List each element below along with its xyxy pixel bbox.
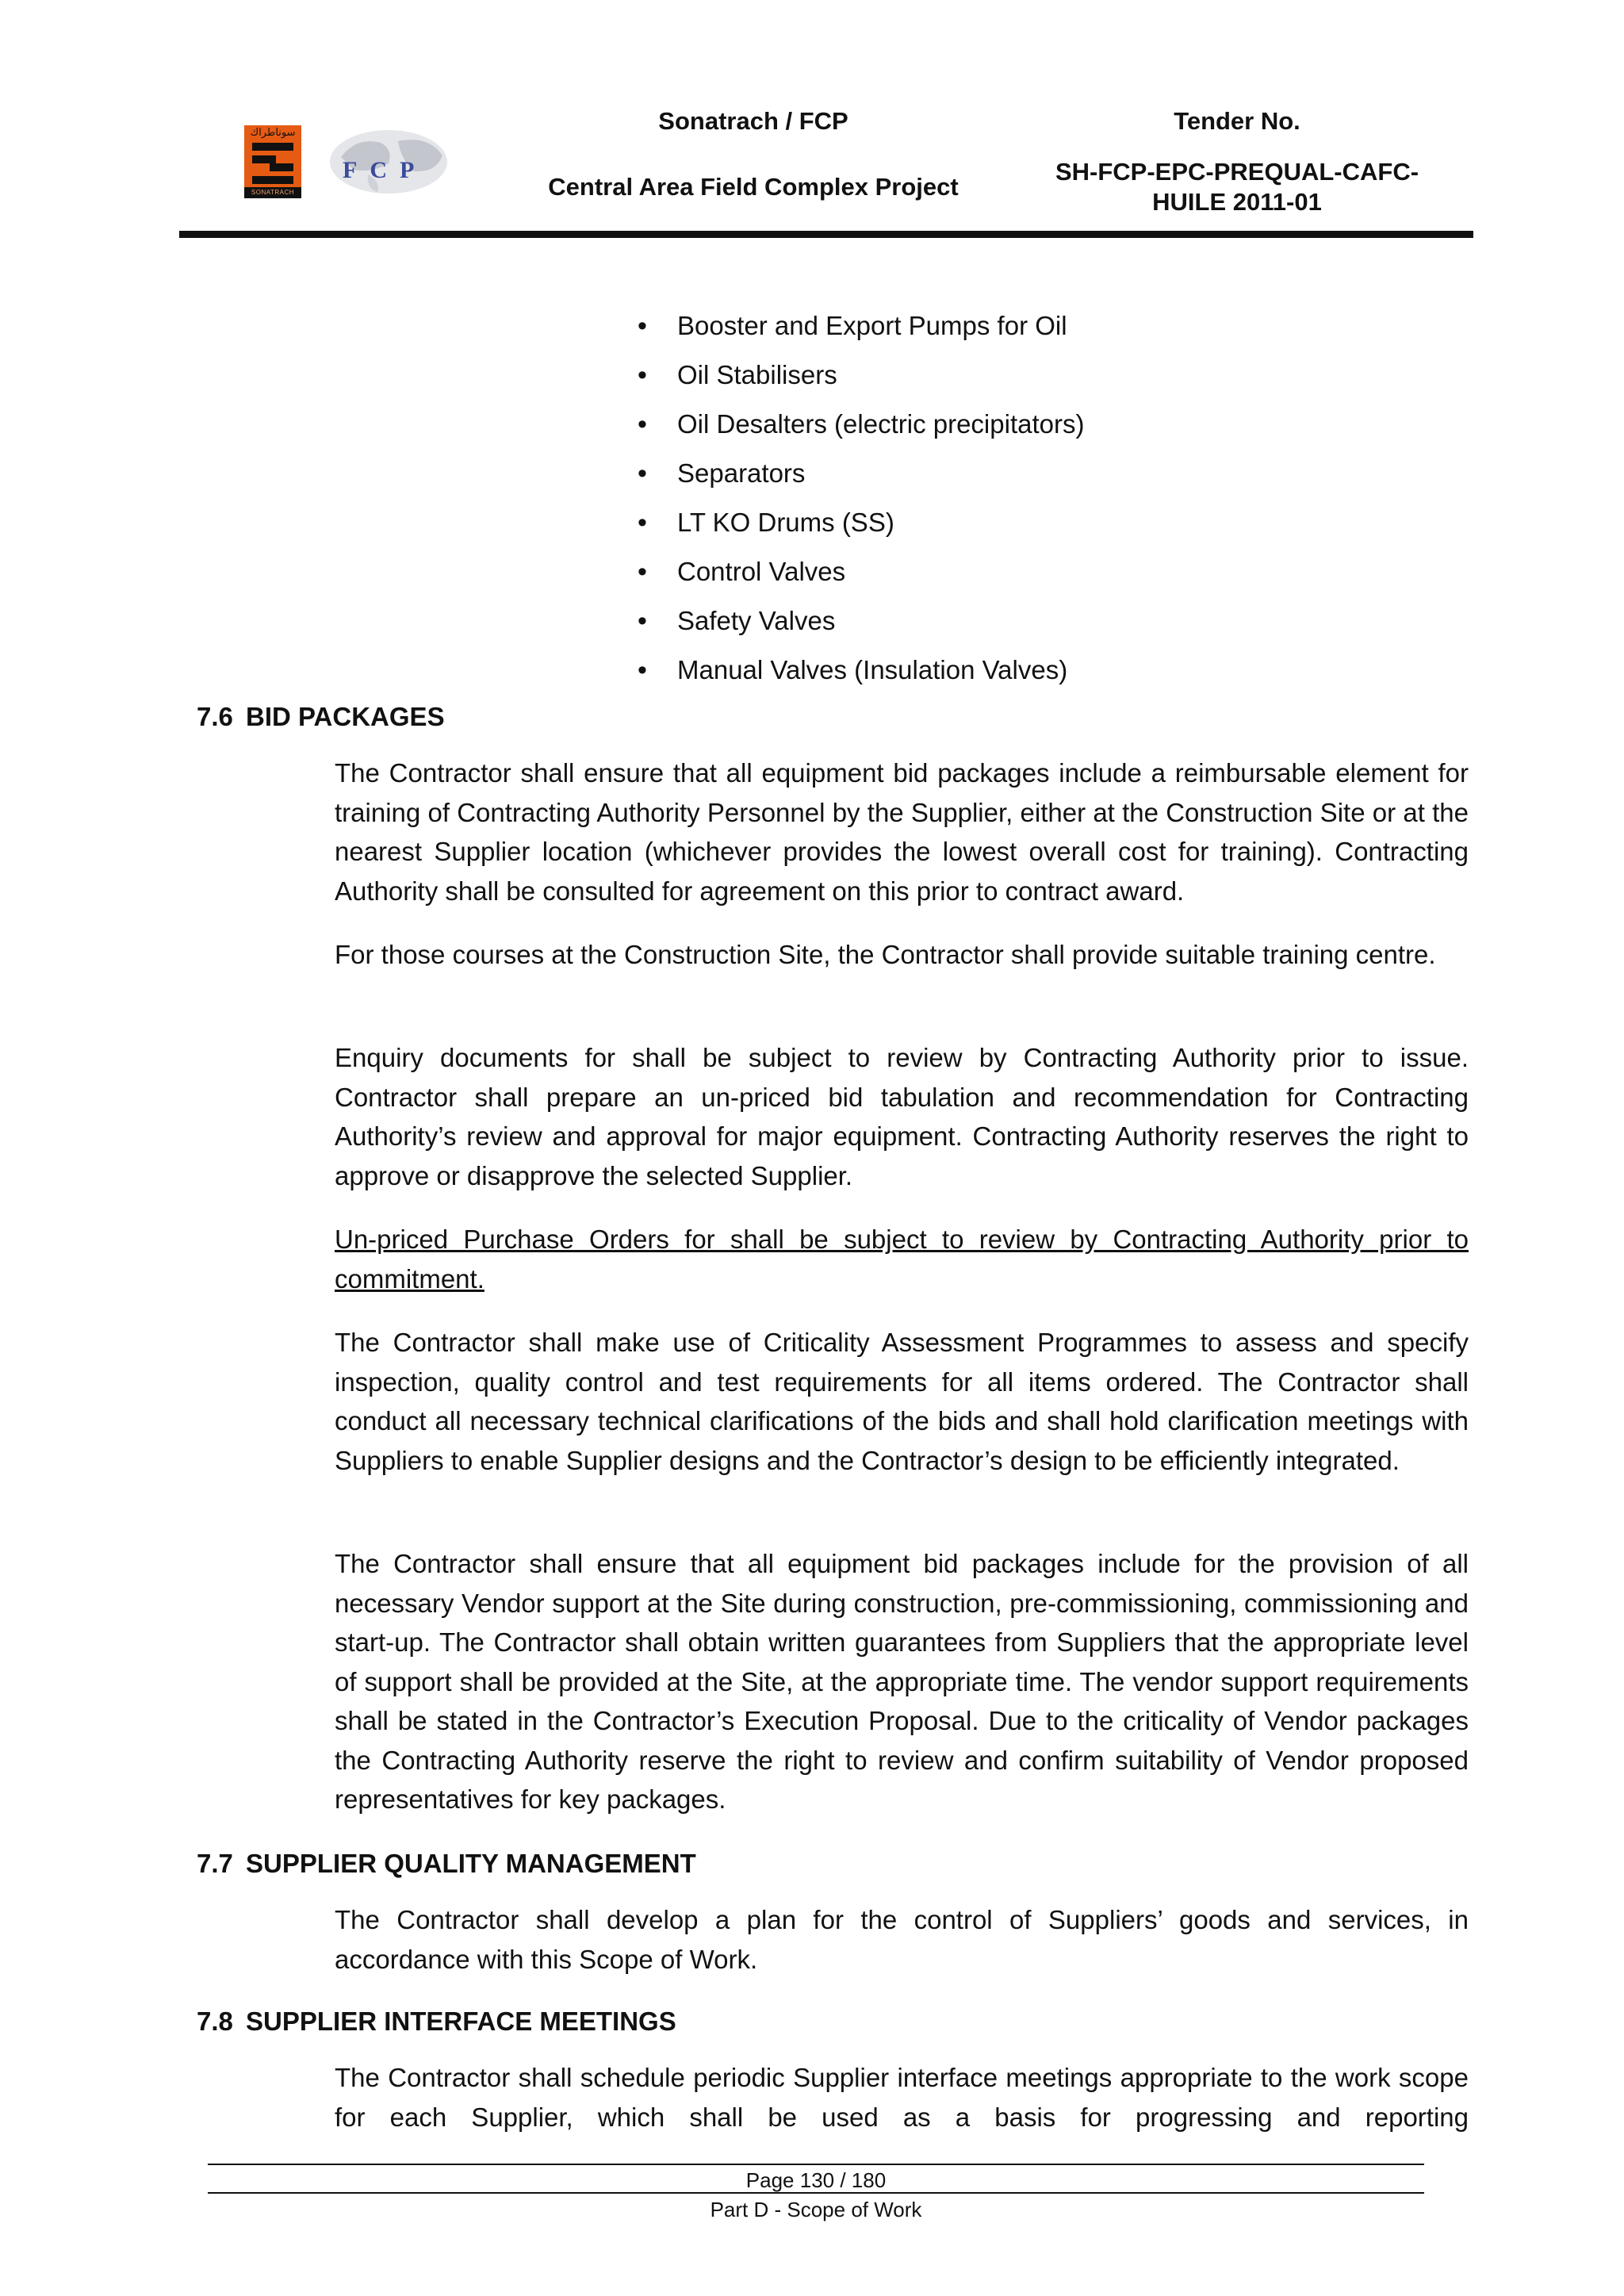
sonatrach-logo-arabic: سوناطراك (250, 126, 296, 138)
section-heading-7-8 (197, 2006, 676, 2037)
list-item: • LT KO Drums (SS) (634, 498, 1507, 547)
footer-part: Part D - Scope of Work (710, 2198, 922, 2221)
list-item: • Manual Valves (Insulation Valves) (634, 646, 1507, 695)
header-tender-code (1023, 157, 1451, 217)
equipment-list (634, 301, 1507, 695)
footer-rule-top (208, 2164, 1424, 2165)
paragraph: The Contractor shall develop a plan for the control of Suppliers’ goods and services, in accordance with this Scope of Work. (335, 1905, 1469, 1974)
sonatrach-logo (244, 125, 301, 198)
list-item: • Oil Desalters (electric precipitators) (634, 400, 1507, 449)
footer-rule-bottom (208, 2192, 1424, 2194)
section-title: BID PACKAGES (246, 702, 445, 731)
paragraph: The Contractor shall schedule periodic Supplier interface meetings appropriate to the work scope for each Supplier, which shall be used as a basis for progressing and reporting (335, 2063, 1469, 2132)
paragraph: The Contractor shall ensure that all equipment bid packages include a reimbursable element for training of Contracting Authority Personnel by the Supplier, either at the Construction Site or at the nearest Supplier location (whichever provides the lowest overall cost for training). Contracting Authority shall be consulted for agreement on this prior to contract award. (335, 758, 1469, 906)
section-number: 7.7 (197, 1849, 233, 1878)
paragraph: The Contractor shall ensure that all equipment bid packages include for the provision of all necessary Vendor support at the Site during construction, pre-commissioning, commissioning and start-up. The Contractor shall obtain written guarantees from Suppliers that the appropriate level of support shall be provided at the Site, at the appropriate time. The vendor support requirements shall be stated in the Contractor’s Execution Proposal. Due to the criticality of Vendor packages the Contracting Authority reserve the right to review and confirm suitability of Vendor proposed representatives for key packages. (335, 1549, 1469, 1814)
fcp-logo (325, 125, 452, 198)
sonatrach-emblem-icon (252, 141, 293, 186)
footer-page-number: Page 130 / 180 (745, 2168, 887, 2192)
paragraph: For those courses at the Construction Site, the Contractor shall provide suitable training centre. (335, 940, 1436, 969)
section-number: 7.8 (197, 2007, 233, 2036)
list-item: • Separators (634, 449, 1507, 498)
paragraph: The Contractor shall make use of Criticality Assessment Programmes to assess and specify inspection, quality control and test requirements for all items ordered. The Contractor shall conduct all necessary technical clarifications of the bids and shall hold clarification meetings with Suppliers to enable Supplier designs and the Contractor’s design to be efficiently integrated. (335, 1328, 1469, 1475)
list-item: • Oil Stabilisers (634, 351, 1507, 400)
paragraph: Enquiry documents for shall be subject to review by Contracting Authority prior to issue. Contractor shall prepare an un-priced bid tabulation and recommendation for Contracting Authority’s review and approval for major equipment. Contracting Authority reserves the right to approve or disapprove the selected Supplier. (335, 1043, 1469, 1190)
header-company: Sonatrach / FCP (658, 107, 848, 135)
section-heading-7-7 (197, 1848, 696, 1880)
tender-code-line2: HUILE 2011-01 (1152, 188, 1322, 216)
section-number: 7.6 (197, 702, 233, 731)
list-item: • Control Valves (634, 547, 1507, 596)
header-tender-label: Tender No. (1174, 107, 1300, 135)
section-title: SUPPLIER INTERFACE MEETINGS (246, 2007, 676, 2036)
fcp-logo-text: FCP (343, 157, 427, 183)
paragraph-underlined: Un-priced Purchase Orders for shall be subject to review by Contracting Authority prior to commitment. (335, 1225, 1469, 1294)
header-rule (179, 231, 1473, 238)
section-heading-7-6 (197, 701, 445, 733)
sonatrach-logo-text: SONATRACH (244, 187, 301, 198)
section-title: SUPPLIER QUALITY MANAGEMENT (246, 1849, 696, 1878)
header-project: Central Area Field Complex Project (548, 173, 959, 201)
list-item: • Booster and Export Pumps for Oil (634, 301, 1507, 351)
tender-code-line1: SH-FCP-EPC-PREQUAL-CAFC- (1055, 158, 1419, 186)
list-item: • Safety Valves (634, 596, 1507, 646)
